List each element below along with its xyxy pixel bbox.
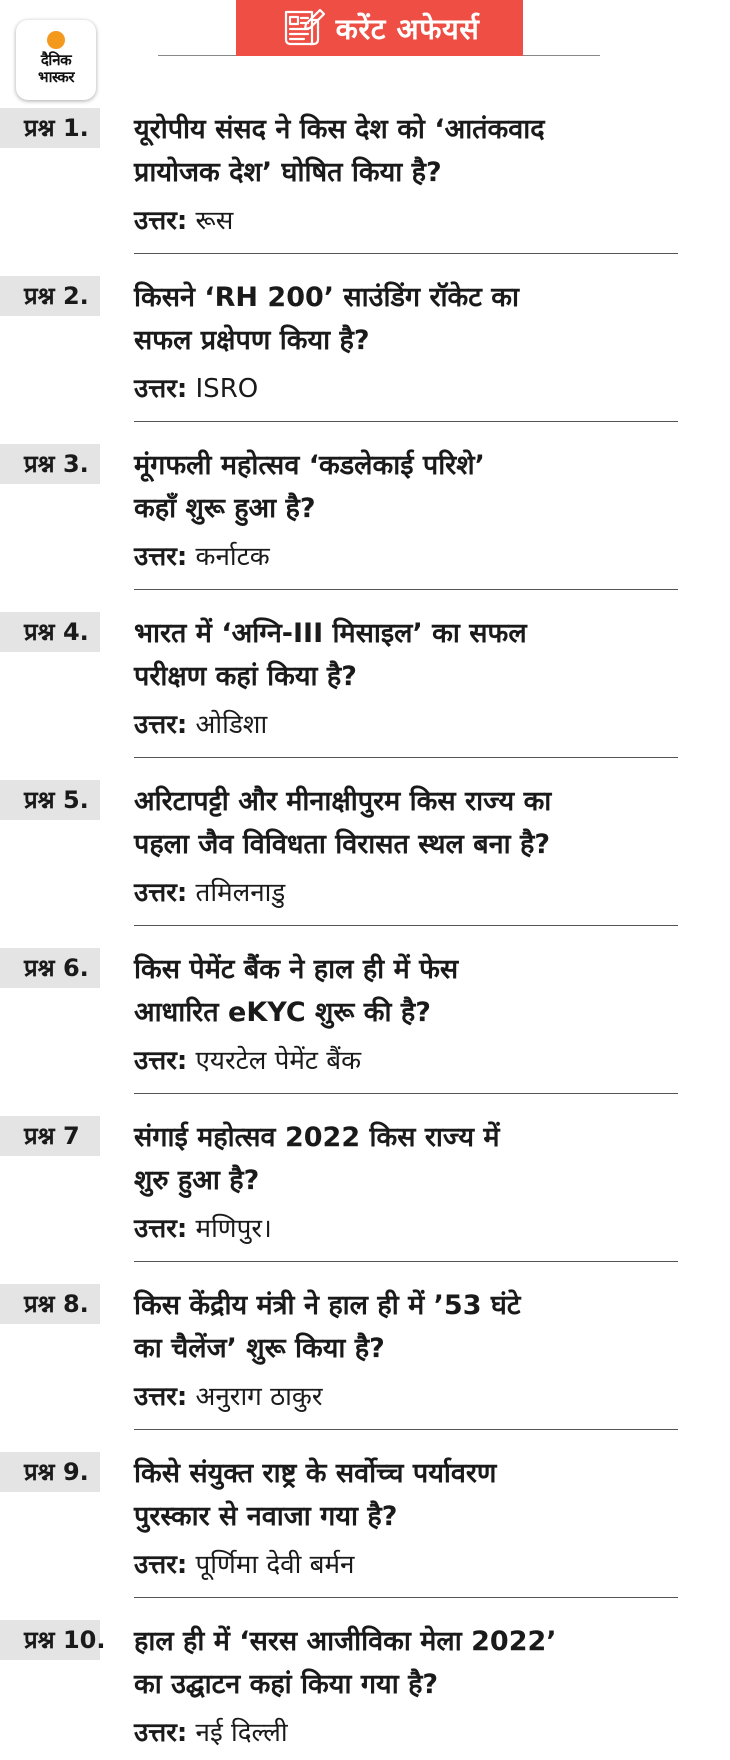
question-line-1: किस पेमेंट बैंक ने हाल ही में फेस <box>134 954 459 985</box>
answer-label: उत्तर: <box>134 1550 188 1580</box>
answer-value: रूस <box>195 206 234 236</box>
answer-label: उत्तर: <box>134 374 188 404</box>
question-number-badge: प्रश्न 4. <box>0 612 100 652</box>
newspaper-icon <box>280 6 326 50</box>
question-text <box>134 948 634 1034</box>
answer-label: उत्तर: <box>134 1382 188 1412</box>
question-line-1: किसे संयुक्त राष्ट्र के सर्वोच्च पर्यावरण <box>134 1458 497 1489</box>
answer-value: ओडिशा <box>195 710 268 740</box>
answer-value: कर्नाटक <box>195 542 270 572</box>
dainik-bhaskar-logo <box>16 20 96 100</box>
sun-icon <box>47 31 65 49</box>
question-text <box>134 276 634 362</box>
question-number-badge: प्रश्न 5. <box>0 780 100 820</box>
question-line-2: पहला जैव विविधता विरासत स्थल बना है? <box>134 829 551 860</box>
question-line-2: का उद्घाटन कहां किया गया है? <box>134 1669 439 1700</box>
logo-line-1: दैनिक <box>40 51 72 69</box>
question-text <box>134 780 634 866</box>
answer-value: ISRO <box>195 374 259 404</box>
answer-label: उत्तर: <box>134 1718 188 1748</box>
question-line-1: भारत में ‘अग्नि-III मिसाइल’ का सफल <box>134 618 527 649</box>
header-banner <box>236 0 523 56</box>
question-number-badge: प्रश्न 3. <box>0 444 100 484</box>
question-text <box>134 1620 634 1706</box>
answer <box>134 1211 272 1247</box>
answer-value: पूर्णिमा देवी बर्मन <box>195 1550 355 1580</box>
question-line-2: शुरु हुआ है? <box>134 1165 260 1196</box>
answer <box>134 203 233 239</box>
answer <box>134 875 285 911</box>
question-number-badge: प्रश्न 9. <box>0 1452 100 1492</box>
answer-label: उत्तर: <box>134 1046 188 1076</box>
item-divider <box>134 1597 678 1598</box>
answer <box>134 707 267 743</box>
answer <box>134 371 258 407</box>
item-divider <box>134 253 678 254</box>
answer <box>134 1715 288 1751</box>
question-text <box>134 1284 634 1370</box>
question-text <box>134 108 634 194</box>
question-number-badge: प्रश्न 6. <box>0 948 100 988</box>
item-divider <box>134 1093 678 1094</box>
question-line-2: का चैलेंज’ शुरू किया है? <box>134 1333 385 1364</box>
question-line-2: पुरस्कार से नवाजा गया है? <box>134 1501 398 1532</box>
question-number-badge: प्रश्न 8. <box>0 1284 100 1324</box>
answer <box>134 1379 323 1415</box>
question-line-2: आधारित eKYC शुरू की है? <box>134 997 431 1028</box>
question-line-2: सफल प्रक्षेपण किया है? <box>134 325 370 356</box>
answer-label: उत्तर: <box>134 710 188 740</box>
answer-label: उत्तर: <box>134 206 188 236</box>
item-divider <box>134 1429 678 1430</box>
answer-value: मणिपुर। <box>195 1214 272 1244</box>
answer-value: एयरटेल पेमेंट बैंक <box>195 1046 362 1076</box>
question-number-badge: प्रश्न 7 <box>0 1116 100 1156</box>
answer-label: उत्तर: <box>134 1214 188 1244</box>
item-divider <box>134 421 678 422</box>
item-divider <box>134 1261 678 1262</box>
question-text <box>134 612 634 698</box>
answer <box>134 1547 354 1583</box>
answer-value: अनुराग ठाकुर <box>195 1382 323 1412</box>
answer <box>134 539 270 575</box>
answer <box>134 1043 361 1079</box>
question-text <box>134 1452 634 1538</box>
question-number-badge: प्रश्न 1. <box>0 108 100 148</box>
question-line-1: संगाई महोत्सव 2022 किस राज्य में <box>134 1122 500 1153</box>
question-line-2: कहाँ शुरू हुआ है? <box>134 493 316 524</box>
question-line-2: प्रायोजक देश’ घोषित किया है? <box>134 157 442 188</box>
question-line-1: अरिटापट्टी और मीनाक्षीपुरम किस राज्य का <box>134 786 552 817</box>
answer-value: नई दिल्ली <box>195 1718 288 1748</box>
question-line-2: परीक्षण कहां किया है? <box>134 661 357 692</box>
answer-label: उत्तर: <box>134 878 188 908</box>
question-line-1: मूंगफली महोत्सव ‘कडलेकाई परिशे’ <box>134 450 485 481</box>
item-divider <box>134 589 678 590</box>
question-line-1: यूरोपीय संसद ने किस देश को ‘आतंकवाद <box>134 114 545 145</box>
question-number-badge: प्रश्न 10. <box>0 1620 100 1660</box>
item-divider <box>134 757 678 758</box>
banner-title: करेंट अफेयर्स <box>335 11 480 46</box>
question-line-1: किस केंद्रीय मंत्री ने हाल ही में ’53 घंटे <box>134 1290 521 1321</box>
question-line-1: हाल ही में ‘सरस आजीविका मेला 2022’ <box>134 1626 557 1657</box>
question-number-badge: प्रश्न 2. <box>0 276 100 316</box>
logo-line-2: भास्कर <box>38 68 74 86</box>
question-text <box>134 444 634 530</box>
item-divider <box>134 925 678 926</box>
answer-label: उत्तर: <box>134 542 188 572</box>
question-text <box>134 1116 634 1202</box>
question-line-1: किसने ‘RH 200’ साउंडिंग रॉकेट का <box>134 282 520 313</box>
answer-value: तमिलनाडु <box>195 878 286 908</box>
